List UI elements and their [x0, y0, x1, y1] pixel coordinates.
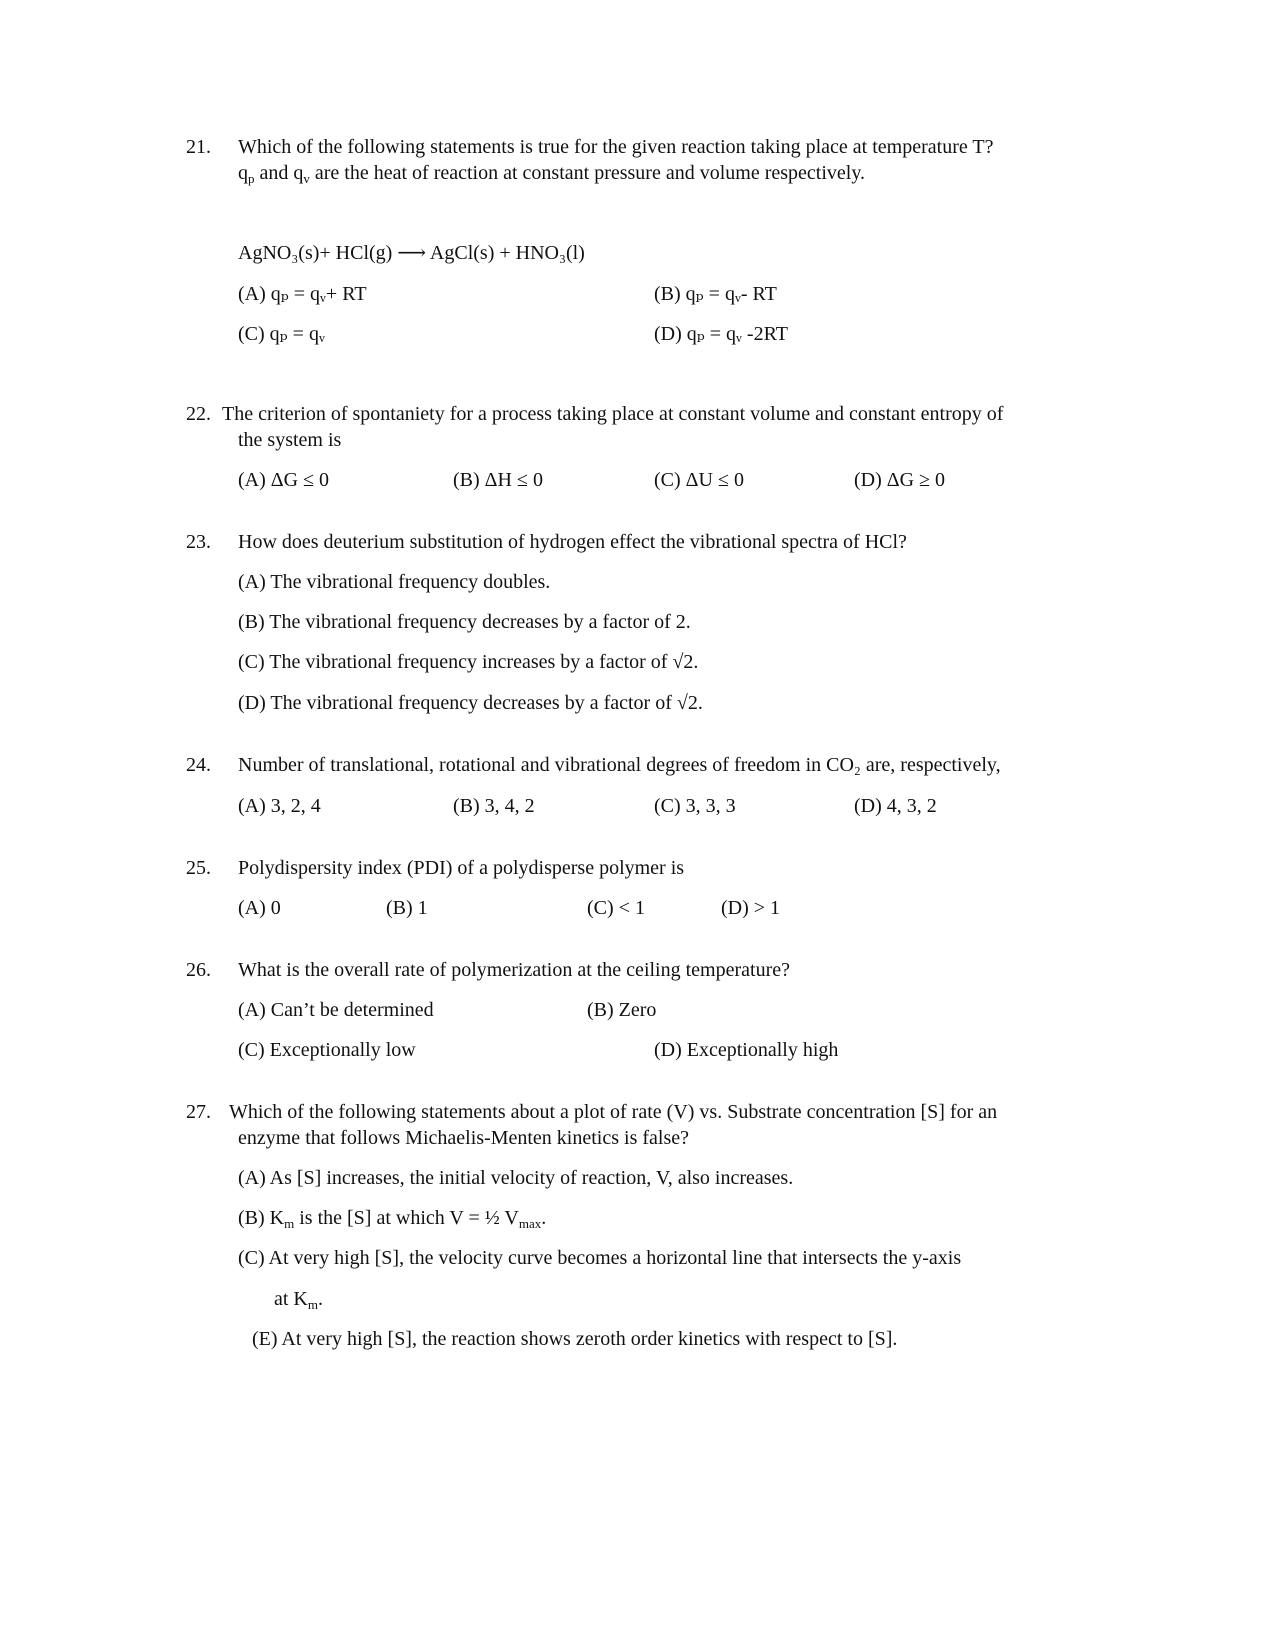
- question-number: 26.: [186, 959, 211, 981]
- option-a[interactable]: (A) The vibrational frequency doubles.: [238, 571, 551, 593]
- option-b[interactable]: (B) 1: [386, 897, 428, 919]
- option-b[interactable]: (B) Zero: [587, 999, 657, 1021]
- question-text: Which of the following statements about a plot of rate (V) vs. Substrate concentration [S] for an: [229, 1101, 998, 1123]
- question-text: What is the overall rate of polymerization at the ceiling temperature?: [238, 959, 790, 981]
- option-d[interactable]: (D) > 1: [721, 897, 781, 919]
- option-a[interactable]: (A) As [S] increases, the initial velocity of reaction, V, also increases.: [238, 1167, 794, 1189]
- option-a[interactable]: (A) qₚ = qᵥ+ RT: [238, 283, 367, 305]
- option-a[interactable]: (A) 3, 2, 4: [238, 795, 321, 817]
- option-d[interactable]: (D) Exceptionally high: [654, 1039, 839, 1061]
- question-text: Which of the following statements is true for the given reaction taking place at temperature T?: [238, 136, 994, 158]
- option-b[interactable]: (B) 3, 4, 2: [453, 795, 535, 817]
- option-b[interactable]: (B) The vibrational frequency decreases by a factor of 2.: [238, 611, 691, 633]
- question-text: How does deuterium substitution of hydrogen effect the vibrational spectra of HCl?: [238, 531, 907, 553]
- option-c[interactable]: (C) At very high [S], the velocity curve becomes a horizontal line that intersects the y-axis: [238, 1247, 962, 1269]
- option-c[interactable]: (C) ΔU ≤ 0: [654, 469, 744, 491]
- option-b[interactable]: (B) $K_m$ is the [S] at which V = ½ $V_{max}$.: [238, 1207, 547, 1231]
- reaction-equation: AgNO₃(s)+ HCl(g) ⟶ AgCl(s) + HNO₃(l): [238, 242, 585, 264]
- option-c[interactable]: (C) qₚ = qᵥ: [238, 323, 325, 345]
- option-c[interactable]: (C) Exceptionally low: [238, 1039, 416, 1061]
- option-b[interactable]: (B) qₚ = qᵥ- RT: [654, 283, 777, 305]
- question-number: 23.: [186, 531, 211, 553]
- question-text: Polydispersity index (PDI) of a polydisperse polymer is: [238, 857, 685, 879]
- option-d[interactable]: (D) qₚ = qᵥ -2RT: [654, 323, 788, 345]
- question-number: 22.: [186, 403, 211, 425]
- question-number: 25.: [186, 857, 211, 879]
- option-e[interactable]: (E) At very high [S], the reaction shows zeroth order kinetics with respect to [S].: [252, 1328, 898, 1350]
- option-c-continued[interactable]: at $K_m$.: [274, 1288, 324, 1312]
- question-number: 21.: [186, 136, 211, 158]
- option-a[interactable]: (A) Can’t be determined: [238, 999, 434, 1021]
- question-text-line2: $q_p$ and $q_v$ are the heat of reaction at constant pressure and volume respectively.: [238, 162, 866, 186]
- option-a[interactable]: (A) ΔG ≤ 0: [238, 469, 330, 491]
- question-text: The criterion of spontaniety for a process taking place at constant volume and constant entropy of: [222, 403, 1004, 425]
- question-text-line2: enzyme that follows Michaelis-Menten kinetics is false?: [238, 1127, 689, 1149]
- option-a[interactable]: (A) 0: [238, 897, 281, 919]
- option-b[interactable]: (B) ΔH ≤ 0: [453, 469, 543, 491]
- option-d[interactable]: (D) The vibrational frequency decreases by a factor of √2.: [238, 692, 703, 714]
- question-text: Number of translational, rotational and vibrational degrees of freedom in CO₂ are, respectively,: [238, 754, 1001, 776]
- option-d[interactable]: (D) ΔG ≥ 0: [854, 469, 946, 491]
- question-number: 27.: [186, 1101, 211, 1123]
- option-c[interactable]: (C) The vibrational frequency increases by a factor of √2.: [238, 651, 699, 673]
- question-text-line2: the system is: [238, 429, 342, 451]
- question-number: 24.: [186, 754, 211, 776]
- option-c[interactable]: (C) < 1: [587, 897, 645, 919]
- option-c[interactable]: (C) 3, 3, 3: [654, 795, 736, 817]
- option-d[interactable]: (D) 4, 3, 2: [854, 795, 937, 817]
